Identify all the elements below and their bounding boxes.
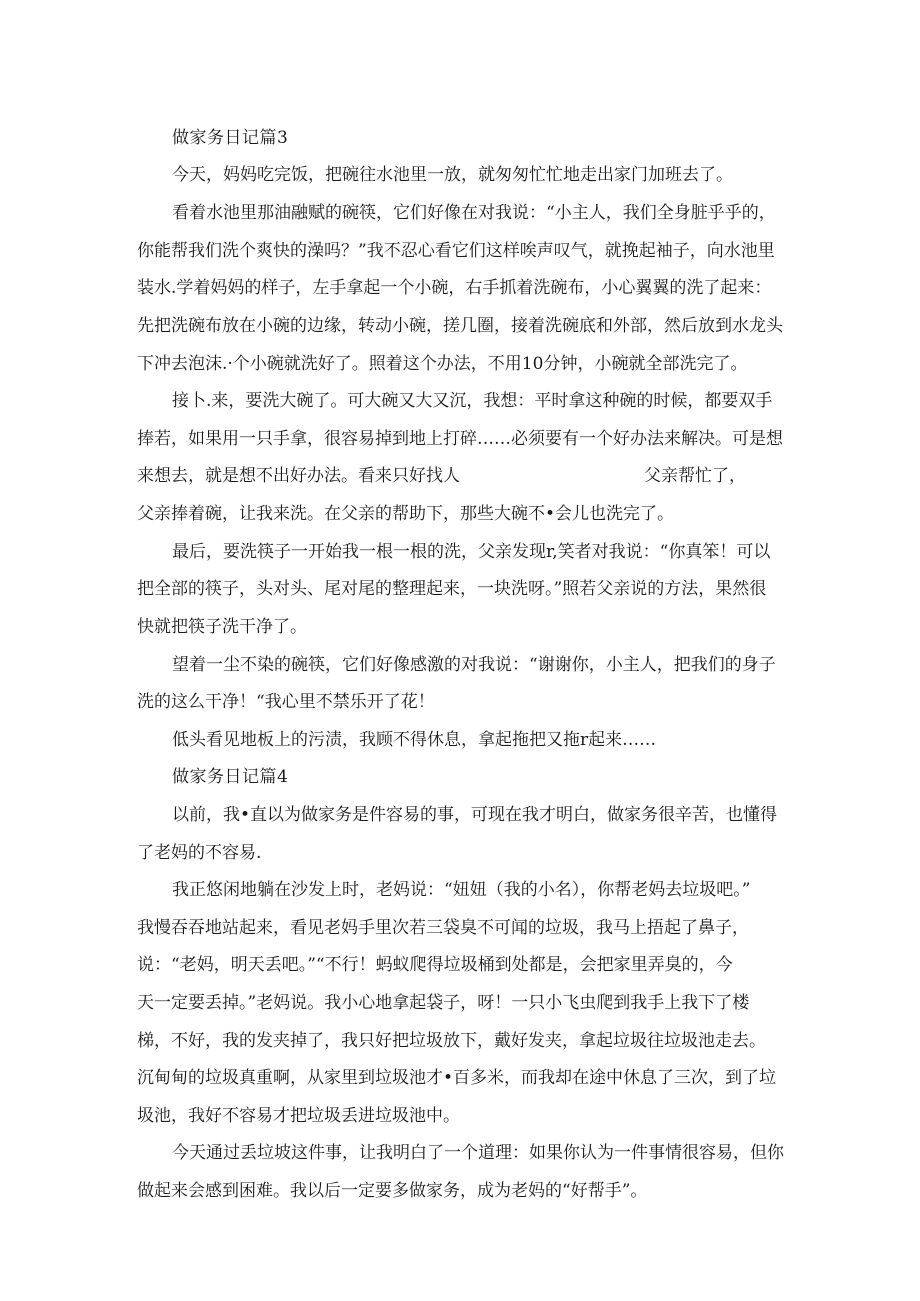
paragraph-line: 接卜.来，要洗大碗了。可大碗又大又沉，我想：平时拿这种碗的时候，都要双手 [172,391,773,411]
paragraph-line: 天一定要丢掉。”老妈说。我小心地拿起袋子，呀！一只小飞虫爬到我手上我下了楼 [137,993,750,1013]
paragraph-line: 做起来会感到困难。我以后一定要多做家务，成为老妈的“好帮手”。 [137,1181,648,1201]
paragraph-line: 父亲帮忙了， [644,466,746,486]
paragraph-line: 以前，我•直以为做家务是件容易的事，可现在我才明白，做家务很辛苦，也懂得 [172,805,778,825]
paragraph-line: 你能帮我们洗个爽快的澡吗？”我不忍心看它们这样唉声叹气，就挽起袖子，向水池里 [137,241,775,261]
paragraph-line: 来想去，就是想不出好办法。看来只好找人 [137,466,460,486]
paragraph-line: 低头看见地板上的污渍，我顾不得休息，拿起拖把又拖r起来…… [172,730,657,750]
section-title: 做家务日记篇4 [172,767,289,787]
paragraph-line: 父亲捧着碗，让我来洗。在父亲的帮助下，那些大碗不•会儿也洗完了。 [137,504,675,524]
paragraph-line: 今天通过丢垃坡这件事，让我明白了一个道理：如果你认为一件事情很容易，但你 [172,1143,784,1163]
paragraph-line: 把全部的筷子，头对头、尾对尾的整理起来，一块洗呀。”照若父亲说的方法，果然很 [137,579,767,599]
section-title: 做家务日记篇3 [172,128,289,148]
paragraph-line: 看着水池里那油融赋的碗筷，它们好像在对我说：“小主人，我们全身脏乎乎的， [172,203,776,223]
paragraph-line: 梯，不好，我的发夹掉了，我只好把垃圾放下，戴好发夹，拿起垃圾往垃圾池走去。 [137,1031,766,1051]
paragraph-line: 我慢吞吞地站起来，看见老妈手里次若三袋臭不可闻的垃圾，我马上捂起了鼻子， [137,918,749,938]
paragraph-line: 下冲去泡沫.·个小碗就洗好了。照着这个办法，不用10分钟，小碗就全部洗完了。 [137,354,748,374]
paragraph-line: 了老妈的不容易. [137,843,262,863]
paragraph-line: 先把洗碗布放在小碗的边缘，转动小碗，搓几圈，接着洗碗底和外部，然后放到水龙头 [137,316,783,336]
paragraph-line: 今天，妈妈吃完饭，把碗往水池里一放，就匆匆忙忙地走出家门加班去了。 [172,165,733,185]
paragraph-line: 圾池，我好不容易才把垃圾丢进垃圾池中。 [137,1106,460,1126]
paragraph-line: 我正悠闲地躺在沙发上时，老妈说：“妞妞（我的小名），你帮老妈去垃圾吧。” [172,880,751,900]
paragraph-line: 洗的这么干净！“我心里不禁乐开了花！ [137,692,435,712]
paragraph-line: 装水.学着妈妈的样子，左手拿起一个小碗，右手抓着洗碗布，小心翼翼的洗了起来： [137,278,772,298]
paragraph-line: 说：“老妈，明天丢吧。”“不行！蚂蚁爬得垃圾桶到处都是，会把家里弄臭的，今 [137,955,733,975]
paragraph-line: 望着一尘不染的碗筷，它们好像感激的对我说：“谢谢你，小主人，把我们的身子 [172,655,776,675]
paragraph-line: 捧若，如果用一只手拿，很容易掉到地上打碎……必须要有一个好办法来解决。可是想 [137,429,783,449]
paragraph-line: 最后，要洗筷子一开始我一根一根的洗，父亲发现r,笑者对我说：“你真笨！可以 [172,542,771,562]
paragraph-line: 快就把筷子洗干净了。 [137,617,307,637]
paragraph-line: 沉甸甸的垃圾真重啊，从家里到垃圾池才•百多米，而我却在途中休息了三次，到了垃 [137,1068,777,1088]
